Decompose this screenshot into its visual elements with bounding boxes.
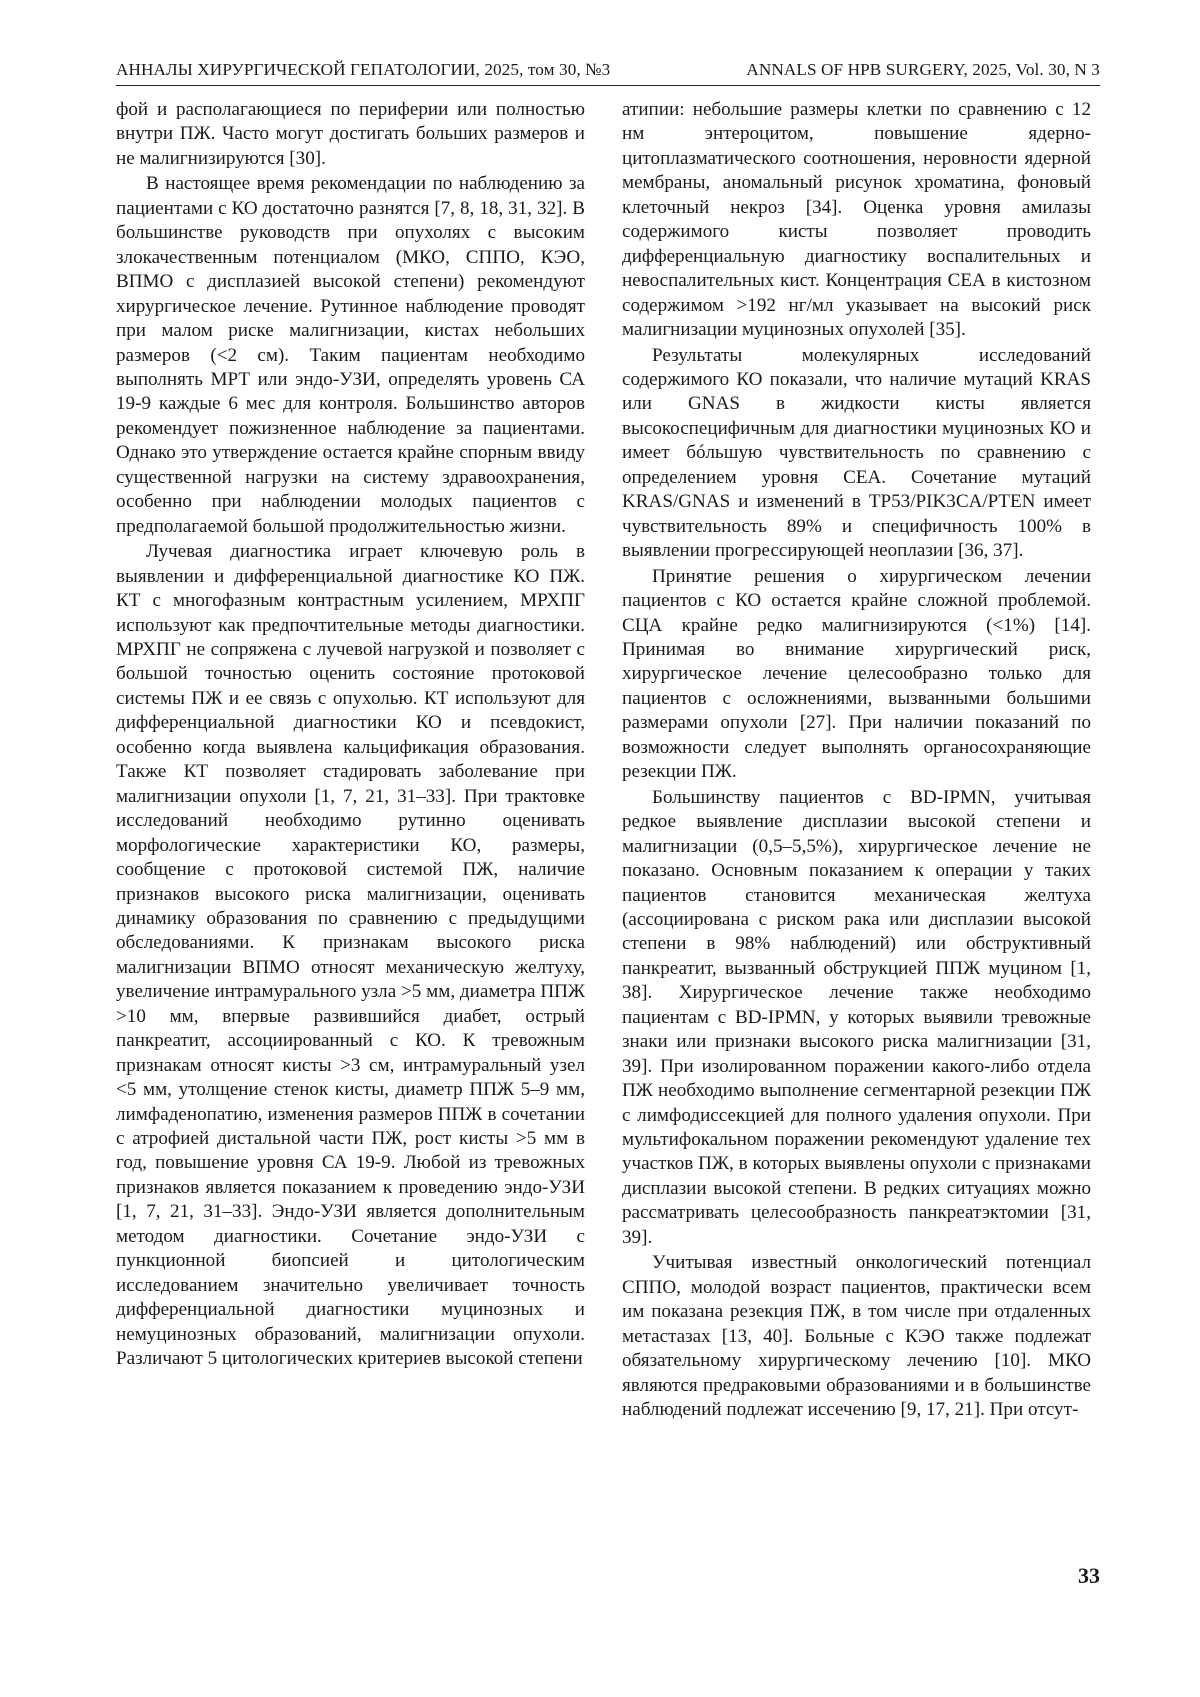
left-column [116, 98, 585, 1373]
right-column [622, 98, 1091, 1423]
paragraph: Лучевая диагностика играет ключевую роль в выявлении и дифференциальной диагностике КО ПЖ. КТ с многофазным контрастным усилением, МРХПГ используют как предпочтительные методы диагностики. МРХПГ не сопряжена с лучевой нагрузкой и позволяет с большой точностью оценить состояние протоковой системы ПЖ и ее связь с опухолью. КТ используют для дифференциальной диагностики КО и псевдокист, особенно когда выявлена кальцификация образования. Также КТ позволяет стадировать заболевание при малигнизации опухоли [1, 7, 21, 31–33]. При трактовке исследований необходимо рутинно оценивать морфологические характеристики КО, размеры, сообщение с протоковой системой ПЖ, наличие признаков высокого риска малигнизации, оценивать динамику образования по сравнению с предыдущими обследованиями. К признакам высокого риска малигнизации ВПМО относят механическую желтуху, увеличение интрамурального узла >5 мм, диаметра ППЖ >10 мм, впервые развившийся диабет, острый панкреатит, ассоциированный с КО. К тревожным признакам относят кисты >3 см, интрамуральный узел <5 мм, утолщение стенок кисты, диаметр ППЖ 5–9 мм, лимфаденопатию, изменения размеров ППЖ в сочетании с атрофией дистальной части ПЖ, рост кисты >5 мм в год, повышение уровня СА 19-9. Любой из тревожных признаков является показанием к проведению эндо-УЗИ [1, 7, 21, 31–33]. Эндо-УЗИ является дополнительным методом диагностики. Сочетание эндо-УЗИ с пункционной биопсией и цитологическим исследованием значительно увеличивает точность дифференциальной диагностики муцинозных и немуцинозных образований, малигнизации опухоли. Различают 5 цитологических критериев высокой степени [116, 541, 585, 1370]
journal-title-ru: АННАЛЫ ХИРУРГИЧЕСКОЙ ГЕПАТОЛОГИИ, 2025, том 30, №3 [116, 60, 611, 79]
paragraph: атипии: небольшие размеры клетки по сравнению с 12 нм энтероцитом, повышение ядерно-цитоплазматического соотношения, неровности ядерной мембраны, аномальный рисунок хроматина, фоновый клеточный некроз [34]. Оценка уровня амилазы содержимого кисты позволяет проводить дифференциальную диагностику воспалительных и невоспалительных кист. Концентрация СЕА в кистозном содержимом >192 нг/мл указывает на высокий риск малигнизации муцинозных опухолей [35]. [622, 99, 1091, 341]
running-header [116, 60, 1100, 86]
paragraph: Результаты молекулярных исследований содержимого КО показали, что наличие мутаций KRAS или GNAS в жидкости кисты является высокоспецифичным для диагностики муцинозных КО и имеет бóльшую чувствительность по сравнению с определением уровня СЕА. Сочетание мутаций KRAS/GNAS и изменений в TP53/PIK3CA/PTEN имеет чувствительность 89% и специфичность 100% в выявлении прогрессирующей неоплазии [36, 37]. [622, 344, 1091, 562]
paragraph: Учитывая известный онкологический потенциал СППО, молодой возраст пациентов, практически всем им показана резекция ПЖ, в том числе при отдаленных метастазах [13, 40]. Больные с КЭО также подлежат обязательному хирургическому лечению [10]. МКО являются предраковыми образованиями и в большинстве наблюдений подлежат иссечению [9, 17, 21]. При отсут- [622, 1252, 1091, 1421]
paragraph: фой и располагающиеся по периферии или полностью внутри ПЖ. Часто могут достигать больших размеров и не малигнизируются [30]. [116, 99, 585, 169]
page-number: 33 [1078, 1563, 1100, 1588]
paragraph: Принятие решения о хирургическом лечении пациентов с КО остается крайне сложной проблемой. СЦА крайне редко малигнизируются (<1%) [14]. Принимая во внимание хирургический риск, хирургическое лечение целесообразно только для пациентов с осложнениями, вызванными большими размерами опухоли [27]. При наличии показаний по возможности следует выполнять органосохраняющие резекции ПЖ. [622, 565, 1091, 783]
paragraph: В настоящее время рекомендации по наблюдению за пациентами с КО достаточно разнятся [7, 8, 18, 31, 32]. В большинстве руководств при опухолях с высоким злокачественным потенциалом (МКО, СППО, КЭО, ВПМО с дисплазией высокой степени) рекомендуют хирургическое лечение. Рутинное наблюдение проводят при малом риске малигнизации, кистах небольших размеров (<2 см). Таким пациентам необходимо выполнять МРТ или эндо-УЗИ, определять уровень СА 19-9 каждые 6 мес для контроля. Большинство авторов рекомендует пожизненное наблюдение за пациентами. Однако это утверждение остается крайне спорным ввиду существенной нагрузки на систему здравоохранения, особенно при наблюдении молодых пациентов с предполагаемой большой продолжительностью жизни. [116, 173, 585, 537]
paragraph: Большинству пациентов с BD-IPMN, учитывая редкое выявление дисплазии высокой степени и малигнизации (0,5–5,5%), хирургическое лечение не показано. Основным показанием к операции у таких пациентов становится механическая желтуха (ассоциирована с риском рака или дисплазии высокой степени в 98% наблюдений) или обструктивный панкреатит, вызванный обструкцией ППЖ муцином [1, 38]. Хирургическое лечение также необходимо пациентам с BD-IPMN, у которых выявили тревожные знаки или признаки высокого риска малигнизации [31, 39]. При изолированном поражении какого-либо отдела ПЖ необходимо выполнение сегментарной резекции ПЖ с лимфодиссекцией для полного удаления опухоли. При мультифокальном поражении рекомендуют удаление тех участков ПЖ, в которых выявлены опухоли с признаками дисплазии высокой степени. В редких ситуациях можно рассматривать целесообразность панкреатэктомии [31, 39]. [622, 786, 1091, 1248]
journal-title-en: ANNALS OF HPB SURGERY, 2025, Vol. 30, N 3 [746, 60, 1100, 79]
